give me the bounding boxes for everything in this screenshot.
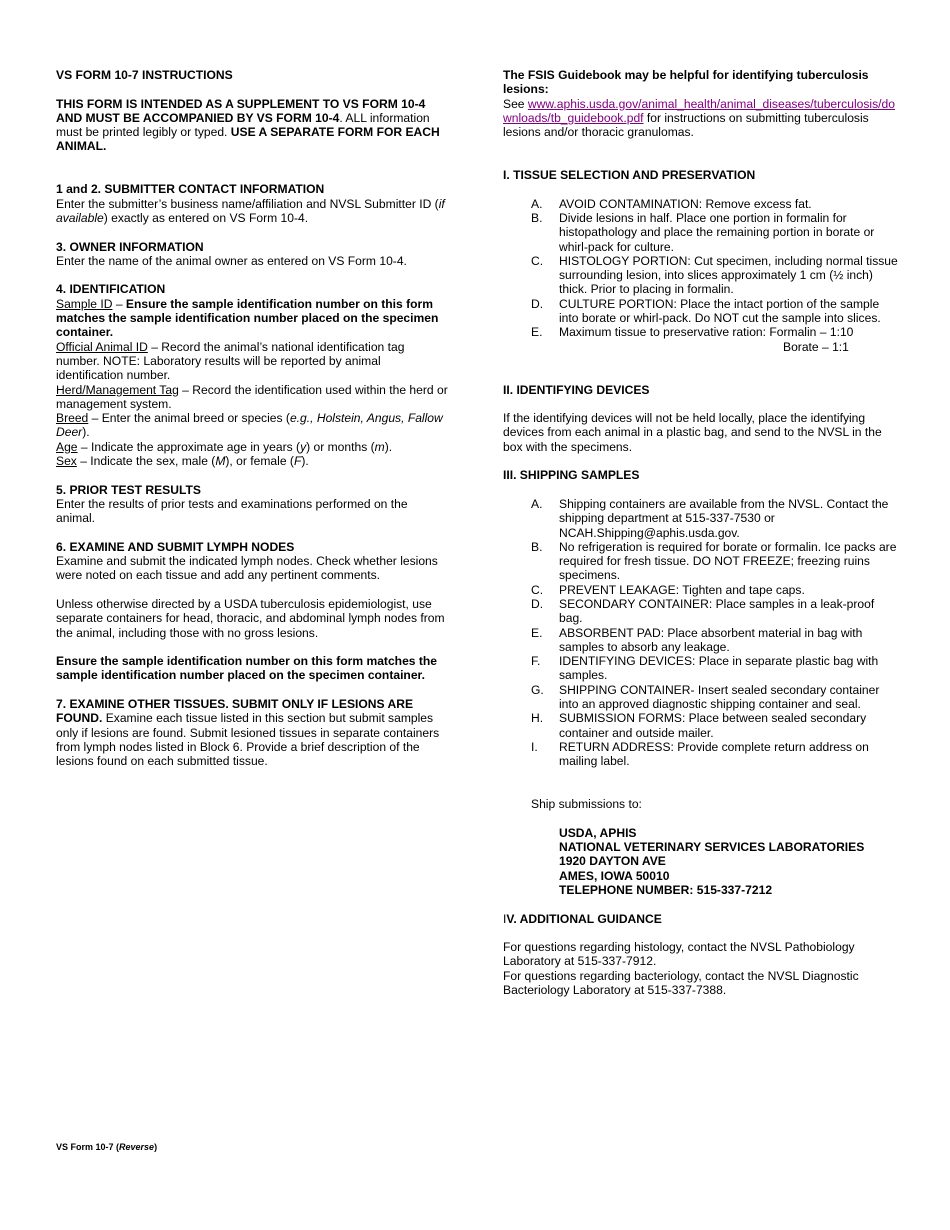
- section-6-text: Examine and submit the indicated lymph nodes. Check whether lesions were noted on each tissue and add any pertinent comments.: [56, 554, 438, 583]
- tissue-selection-list: [503, 197, 898, 340]
- tissue-selection-title: I. TISSUE SELECTION AND PRESERVATION: [503, 168, 756, 183]
- sex-text: Sex – Indicate the sex, male (M), or female (F).: [56, 454, 309, 469]
- tissue-step-item-text: Maximum tissue to preservative ration: Formalin – 1:10: [559, 325, 854, 340]
- tissue-step-item-text: HISTOLOGY PORTION: Cut specimen, including normal tissue surrounding lesion, into slices approximately 1 cm (½ inch) thick. Prior to placing in formalin.: [559, 253, 898, 297]
- identifying-devices-title: II. IDENTIFYING DEVICES: [503, 382, 650, 397]
- tissue-step-item: [503, 325, 898, 339]
- shipping-step-item: [503, 740, 898, 769]
- intro-paragraph: THIS FORM IS INTENDED AS A SUPPLEMENT TO VS FORM 10-4 AND MUST BE ACCOMPANIED BY VS FORM 10-4. ALL information must be printed legibly or typed. USE A SEPARATE FORM FOR EACH ANIMAL.: [56, 96, 440, 154]
- identifying-devices-text: If the identifying devices will not be held locally, place the identifying devices from each animal in a plastic bag, and send to the NVSL in the box with the specimens.: [503, 411, 882, 454]
- tissue-step-item: [503, 211, 898, 254]
- shipping-step-item-marker: G.: [531, 682, 544, 697]
- tissue-step-item-marker: D.: [531, 296, 544, 311]
- age-text: Age – Indicate the approximate age in years (y) or months (m).: [56, 439, 393, 454]
- shipping-step-item-marker: B.: [531, 539, 543, 554]
- shipping-step-item: [503, 583, 898, 597]
- section-1-2-title: 1 and 2. SUBMITTER CONTACT INFORMATION: [56, 182, 325, 197]
- shipping-step-item: [503, 654, 898, 683]
- address-line: TELEPHONE NUMBER: 515-337-7212: [559, 882, 773, 897]
- address-line: AMES, IOWA 50010: [559, 868, 670, 883]
- shipping-step-item: [503, 626, 898, 655]
- tissue-step-item-marker: A.: [531, 196, 543, 211]
- shipping-samples-list: [503, 497, 898, 769]
- shipping-step-item-marker: A.: [531, 496, 543, 511]
- herd-tag-text: Herd/Management Tag – Record the identification used within the herd or management system.: [56, 382, 448, 411]
- tissue-step-item: [503, 254, 898, 297]
- tissue-step-item: [503, 297, 898, 326]
- tissue-step-item-marker: C.: [531, 253, 544, 268]
- section-4-title: 4. IDENTIFICATION: [56, 282, 166, 297]
- tissue-step-item-text: AVOID CONTAMINATION: Remove excess fat.: [559, 196, 812, 211]
- shipping-step-item: [503, 540, 898, 583]
- guidebook-text: See www.aphis.usda.gov/animal_health/animal_diseases/tuberculosis/downloads/tb_guidebook.pdf for instructions on submitting tuberculosis lesions and/or thoracic granulomas.: [503, 96, 895, 140]
- sample-id-text: Sample ID – Ensure the sample identification number on this form matches the sample identification number placed on the specimen container.: [56, 296, 439, 340]
- shipping-step-item-text: PREVENT LEAKAGE: Tighten and tape caps.: [559, 582, 805, 597]
- section-3-text: Enter the name of the animal owner as entered on VS Form 10-4.: [56, 253, 407, 268]
- left-column: [56, 68, 448, 769]
- ship-to-label: Ship submissions to:: [531, 797, 642, 812]
- section-1-2-text: Enter the submitter’s business name/affiliation and NVSL Submitter ID (if available) exactly as entered on VS Form 10-4.: [56, 196, 445, 225]
- shipping-step-item-marker: D.: [531, 596, 544, 611]
- shipping-step-item: [503, 597, 898, 626]
- section-7-paragraph: 7. EXAMINE OTHER TISSUES. SUBMIT ONLY IF LESIONS ARE FOUND. Examine each tissue listed in this section but submit samples only if lesions are found. Submit lesioned tissues in separate containers from lymph nodes listed in Block 6. Provide a brief description of the lesions found on each submitted tissue.: [56, 697, 440, 769]
- guidebook-title: The FSIS Guidebook may be helpful for identifying tuberculosis lesions:: [503, 68, 869, 97]
- tissue-step-item: [503, 197, 898, 211]
- tissue-step-item-marker: B.: [531, 210, 543, 225]
- shipping-step-item-text: RETURN ADDRESS: Provide complete return address on mailing label.: [559, 739, 869, 769]
- tissue-step-item-marker: E.: [531, 325, 543, 340]
- form-footer: VS Form 10-7 (Reverse): [56, 1142, 158, 1152]
- address-line: 1920 DAYTON AVE: [559, 854, 666, 869]
- section-6-bold-note: Ensure the sample identification number on this form matches the sample identification number placed on the specimen container.: [56, 654, 438, 683]
- shipping-step-item-marker: H.: [531, 711, 544, 726]
- shipping-step-item-text: SECONDARY CONTAINER: Place samples in a leak-proof bag.: [559, 596, 875, 626]
- section-5-title: 5. PRIOR TEST RESULTS: [56, 482, 201, 497]
- shipping-step-item-text: SUBMISSION FORMS: Place between sealed secondary container and outside mailer.: [559, 711, 867, 740]
- instructions-title: VS FORM 10-7 INSTRUCTIONS: [56, 68, 233, 82]
- official-animal-id-text: Official Animal ID – Record the animal’s national identification tag number. NOTE: Laboratory results will be reported by animal identification number.: [56, 339, 405, 383]
- right-column: [503, 68, 898, 997]
- shipping-step-item-marker: C.: [531, 582, 544, 597]
- histology-contact: For questions regarding histology, contact the NVSL Pathobiology Laboratory at 515-337-7912.: [503, 940, 855, 969]
- shipping-step-item-marker: F.: [531, 654, 541, 669]
- tissue-step-item-text: CULTURE PORTION: Place the intact portion of the sample into borate or whirl-pack. Do NOT cut the sample into slices.: [559, 296, 881, 326]
- additional-guidance-title: IV. ADDITIONAL GUIDANCE: [503, 911, 662, 926]
- address-line: NATIONAL VETERINARY SERVICES LABORATORIES: [559, 840, 865, 855]
- bacteriology-contact: For questions regarding bacteriology, contact the NVSL Diagnostic Bacteriology Laboratory at 515-337-7388.: [503, 968, 859, 997]
- shipping-samples-title: III. SHIPPING SAMPLES: [503, 468, 640, 483]
- shipping-step-item: [503, 497, 898, 540]
- shipping-step-item-text: IDENTIFYING DEVICES: Place in separate plastic bag with samples.: [559, 654, 879, 683]
- breed-text: Breed – Enter the animal breed or species (e.g., Holstein, Angus, Fallow Deer).: [56, 411, 443, 440]
- section-5-text: Enter the results of prior tests and examinations performed on the animal.: [56, 496, 408, 526]
- section-6-title: 6. EXAMINE AND SUBMIT LYMPH NODES: [56, 539, 295, 554]
- tissue-step-item-text: Divide lesions in half. Place one portion in formalin for histopathology and place the remaining portion in borate or whirl-pack for culture.: [559, 210, 875, 254]
- section-6-text-2: Unless otherwise directed by a USDA tuberculosis epidemiologist, use separate containers for head, thoracic, and abdominal lymph nodes from the animal, including those with no gross lesions.: [56, 596, 445, 640]
- shipping-step-item-marker: I.: [531, 739, 538, 754]
- address-line: USDA, APHIS: [559, 825, 637, 840]
- shipping-step-item-text: SHIPPING CONTAINER- Insert sealed secondary container into an approved diagnostic shipping container and seal.: [559, 682, 880, 712]
- shipping-address: [503, 826, 898, 897]
- shipping-step-item: [503, 711, 898, 740]
- borate-ratio: Borate – 1:1: [783, 339, 849, 354]
- shipping-step-item-text: ABSORBENT PAD: Place absorbent material in bag with samples to absorb any leakage.: [559, 625, 863, 654]
- shipping-step-item-marker: E.: [531, 625, 543, 640]
- guidebook-link[interactable]: www.aphis.usda.gov/animal_health/animal_diseases/tuberculosis/downloads/tb_guidebook.pdf: [503, 96, 895, 125]
- section-3-title: 3. OWNER INFORMATION: [56, 239, 204, 254]
- shipping-step-item-text: Shipping containers are available from the NVSL. Contact the shipping department at 515-337-7530 or NCAH.Shipping@aphis.usda.gov.: [559, 496, 889, 540]
- shipping-step-item-text: No refrigeration is required for borate or formalin. Ice packs are required for fresh tissue. DO NOT FREEZE; freezing ruins specimens.: [559, 539, 897, 583]
- shipping-step-item: [503, 683, 898, 712]
